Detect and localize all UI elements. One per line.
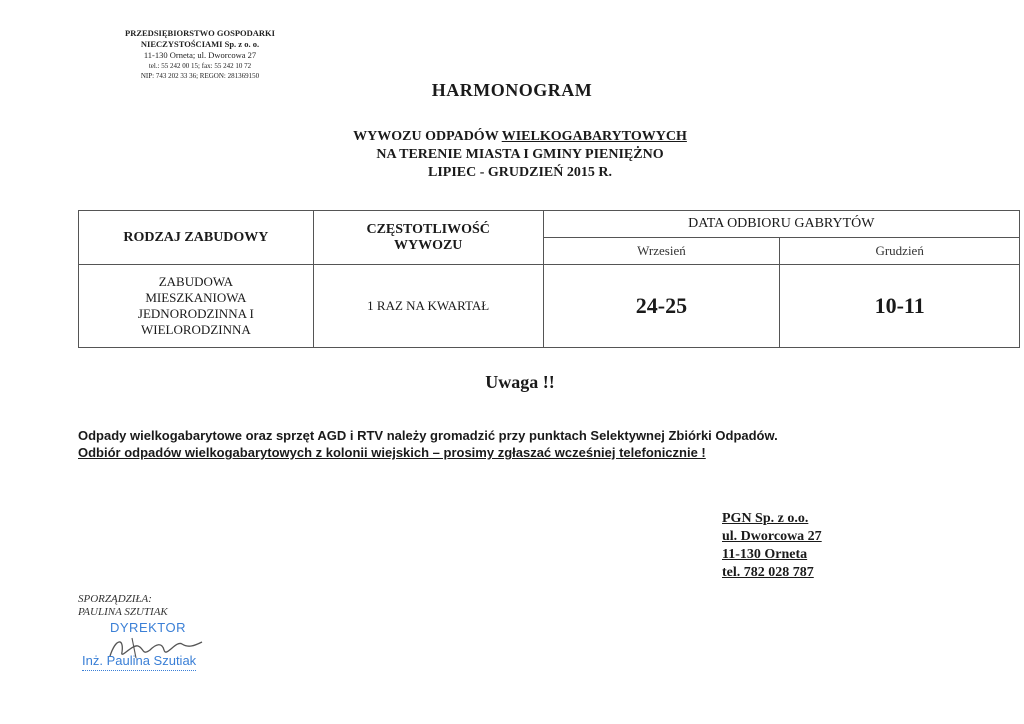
type-line: MIESZKANIOWA — [145, 290, 247, 305]
header-building-type: RODZAJ ZABUDOWY — [79, 211, 314, 265]
subtitle-line-3: LIPIEC - GRUDZIEŃ 2015 R. — [428, 165, 612, 180]
company-line: NIP: 743 202 33 36; REGON: 281369150 — [140, 72, 260, 80]
company-line: tel.: 55 242 00 15; fax: 55 242 10 72 — [148, 62, 252, 70]
type-line: WIELORODZINNA — [141, 322, 251, 337]
director-stamp — [82, 620, 232, 671]
prepared-by — [78, 593, 168, 619]
type-line: ZABUDOWA — [158, 274, 234, 289]
contact-line: PGN Sp. z o.o. — [722, 511, 809, 526]
contact-line: tel. 782 028 787 — [722, 565, 814, 580]
document-title: HARMONOGRAM — [431, 80, 593, 100]
contact-line: ul. Dworcowa 27 — [722, 529, 822, 544]
stamp-title: DYREKTOR — [110, 620, 186, 635]
prepared-label: SPORZĄDZIŁA: — [78, 593, 152, 605]
company-line: PRZEDSIĘBIORSTWO GOSPODARKI — [125, 28, 275, 38]
header-month-december: Grudzień — [780, 238, 1020, 265]
cell-frequency: 1 RAZ NA KWARTAŁ — [313, 265, 543, 348]
company-header — [110, 28, 290, 81]
company-line: 11-130 Orneta; ul. Dworcowa 27 — [143, 50, 257, 60]
header-frequency-l2: WYWOZU — [393, 237, 463, 253]
header-month-september: Wrzesień — [543, 238, 780, 265]
contact-block — [722, 510, 822, 582]
subtitle-line-1 — [0, 128, 1024, 146]
notice-line-2: Odbiór odpadów wielkogabarytowych z kolonii wiejskich – prosimy zgłaszać wcześniej telefonicznie ! — [78, 445, 706, 460]
subtitle-underlined: WIELKOGABARYTOWYCH — [501, 129, 687, 144]
header-frequency-l1: CZĘSTOTLIWOŚĆ — [366, 221, 490, 237]
document-subtitle — [0, 128, 1024, 182]
notice-heading: Uwaga !! — [485, 372, 555, 392]
cell-date-december: 10-11 — [780, 265, 1020, 348]
cell-date-september: 24-25 — [543, 265, 780, 348]
stamp-name: Inż. Paulina Szutiak — [82, 653, 196, 671]
company-line: NIECZYSTOŚCIAMI Sp. z o. o. — [140, 39, 260, 49]
signature-icon — [102, 634, 212, 664]
notice-body — [78, 427, 978, 461]
notice-line-1: Odpady wielkogabarytowe oraz sprzęt AGD i RTV należy gromadzić przy punktach Selektywnej Zbiórki Odpadów. — [78, 428, 778, 443]
prepared-name: PAULINA SZUTIAK — [78, 606, 168, 618]
subtitle-prefix: WYWOZU ODPADÓW — [353, 129, 502, 144]
header-pickup-date: DATA ODBIORU GABRYTÓW — [543, 211, 1019, 238]
type-line: JEDNORODZINNA I — [137, 306, 254, 321]
contact-line: 11-130 Orneta — [722, 547, 808, 562]
schedule-table — [78, 210, 1020, 348]
header-frequency — [313, 211, 543, 265]
cell-building-type — [79, 265, 314, 348]
subtitle-line-2: NA TERENIE MIASTA I GMINY PIENIĘŻNO — [376, 147, 664, 162]
